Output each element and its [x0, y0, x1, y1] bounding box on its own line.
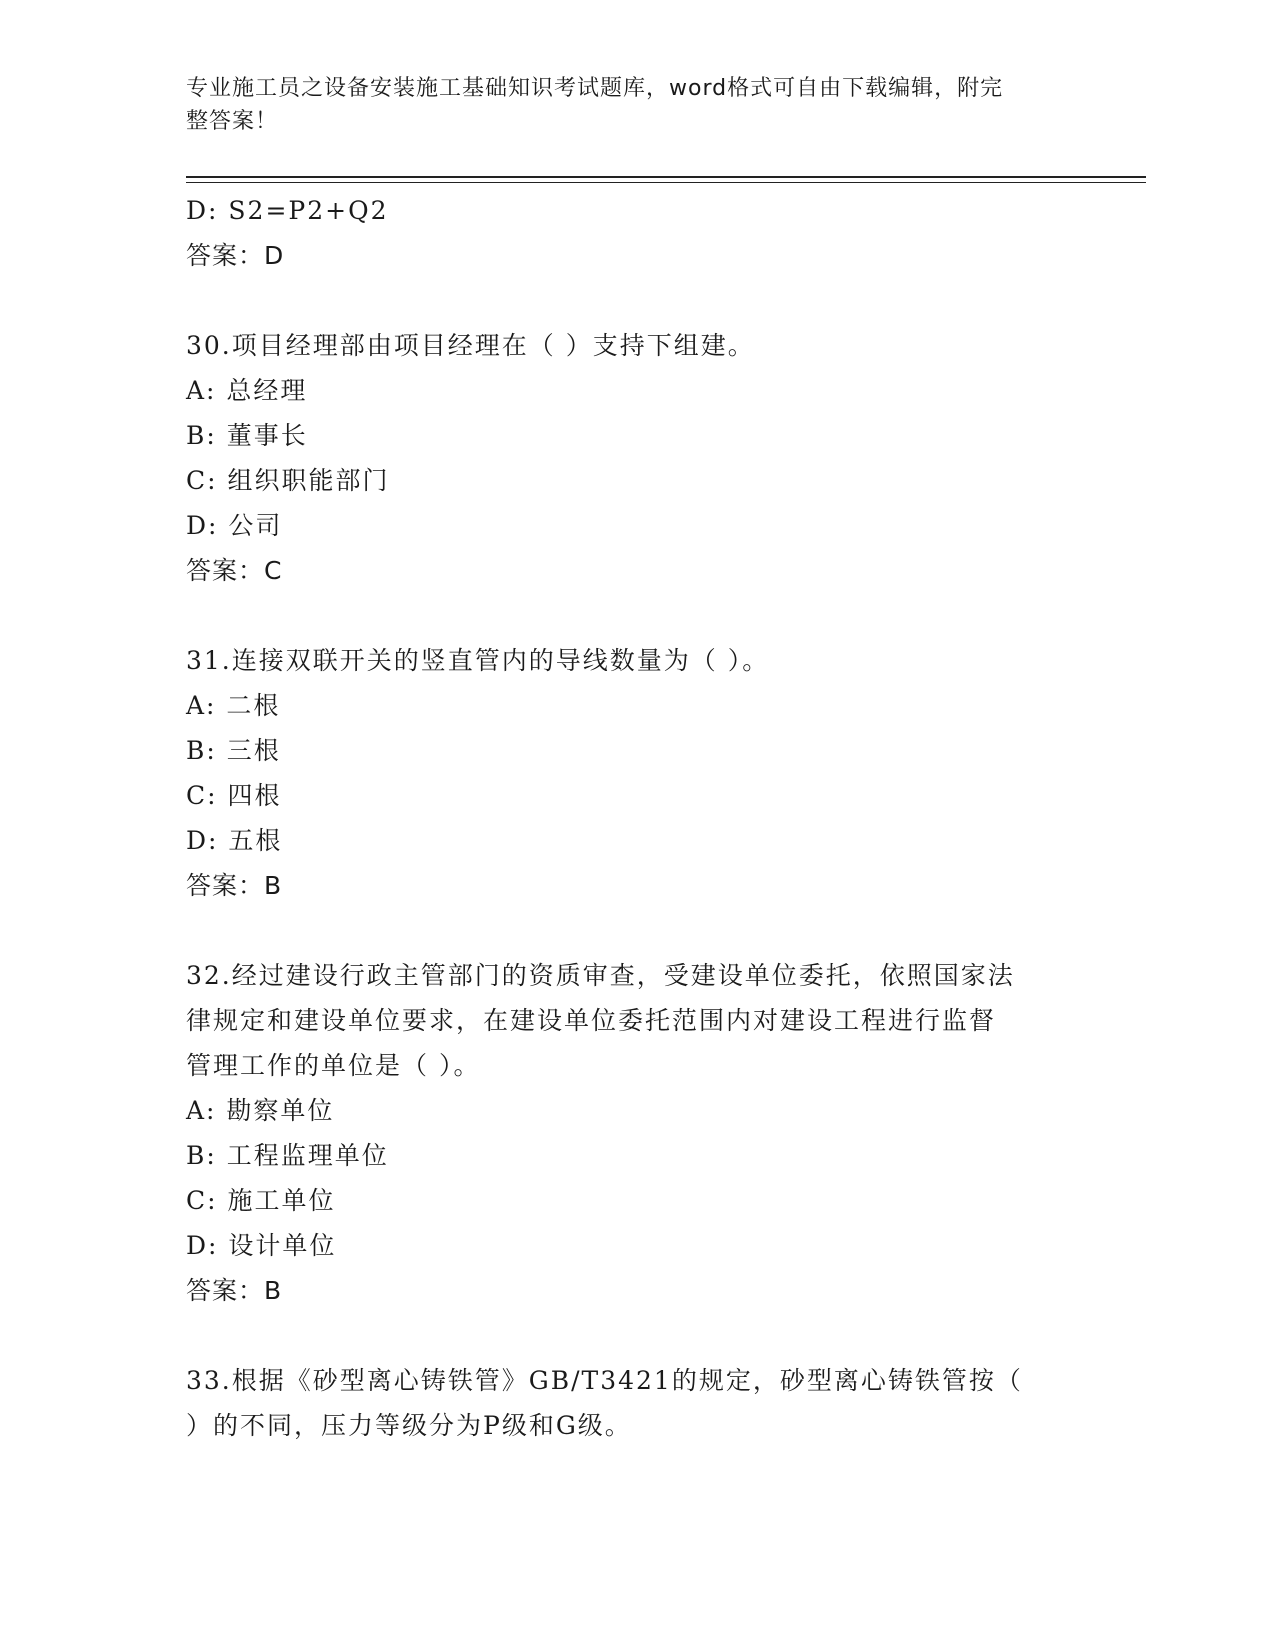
spacer: [186, 278, 1086, 323]
q32-option-c: C: 施工单位: [186, 1186, 336, 1215]
header-rule-thin: [186, 182, 1146, 183]
q30-answer: 答案：C: [186, 556, 283, 585]
question-30: [186, 323, 1086, 593]
q32-text-line-2: 律规定和建设单位要求，在建设单位委托范围内对建设工程进行监督: [186, 1006, 997, 1035]
q31-option-a: A: 二根: [186, 691, 281, 720]
q29-answer: 答案：D: [186, 241, 285, 270]
header-line-2: 整答案！: [186, 109, 279, 134]
question-31: [186, 638, 1086, 908]
q32-answer: 答案：B: [186, 1276, 283, 1305]
q30-option-c: C: 组织职能部门: [186, 466, 390, 495]
q30-text: 30.项目经理部由项目经理在（ ）支持下组建。: [186, 331, 755, 360]
question-32: [186, 953, 1086, 1313]
question-list: [186, 188, 1086, 1448]
q32-option-d: D: 设计单位: [186, 1231, 337, 1260]
q33-text-line-1: 33.根据《砂型离心铸铁管》GB/T3421的规定，砂型离心铸铁管按（: [186, 1366, 1023, 1395]
q29-option-d: D: S2=P2+Q2: [186, 196, 389, 225]
q32-option-b: B: 工程监理单位: [186, 1141, 389, 1170]
q31-answer: 答案：B: [186, 871, 283, 900]
q32-text-line-1: 32.经过建设行政主管部门的资质审查，受建设单位委托，依照国家法: [186, 961, 1015, 990]
question-33: [186, 1358, 1086, 1448]
q32-text-line-3: 管理工作的单位是（ ）。: [186, 1051, 481, 1080]
header-rule-thick: [186, 176, 1146, 178]
question-29: [186, 188, 1086, 278]
q30-option-b: B: 董事长: [186, 421, 308, 450]
q32-option-a: A: 勘察单位: [186, 1096, 335, 1125]
spacer: [186, 908, 1086, 953]
q31-text: 31.连接双联开关的竖直管内的导线数量为（ ）。: [186, 646, 770, 675]
header-line-1: 专业施工员之设备安装施工基础知识考试题库，word格式可自由下载编辑，附完: [186, 76, 1004, 101]
page-header: [186, 72, 1066, 138]
q31-option-b: B: 三根: [186, 736, 281, 765]
q30-option-a: A: 总经理: [186, 376, 308, 405]
q31-option-c: C: 四根: [186, 781, 282, 810]
q31-option-d: D: 五根: [186, 826, 283, 855]
spacer: [186, 1313, 1086, 1358]
q30-option-d: D: 公司: [186, 511, 283, 540]
spacer: [186, 593, 1086, 638]
q33-text-line-2: ）的不同，压力等级分为P级和G级。: [186, 1411, 632, 1440]
